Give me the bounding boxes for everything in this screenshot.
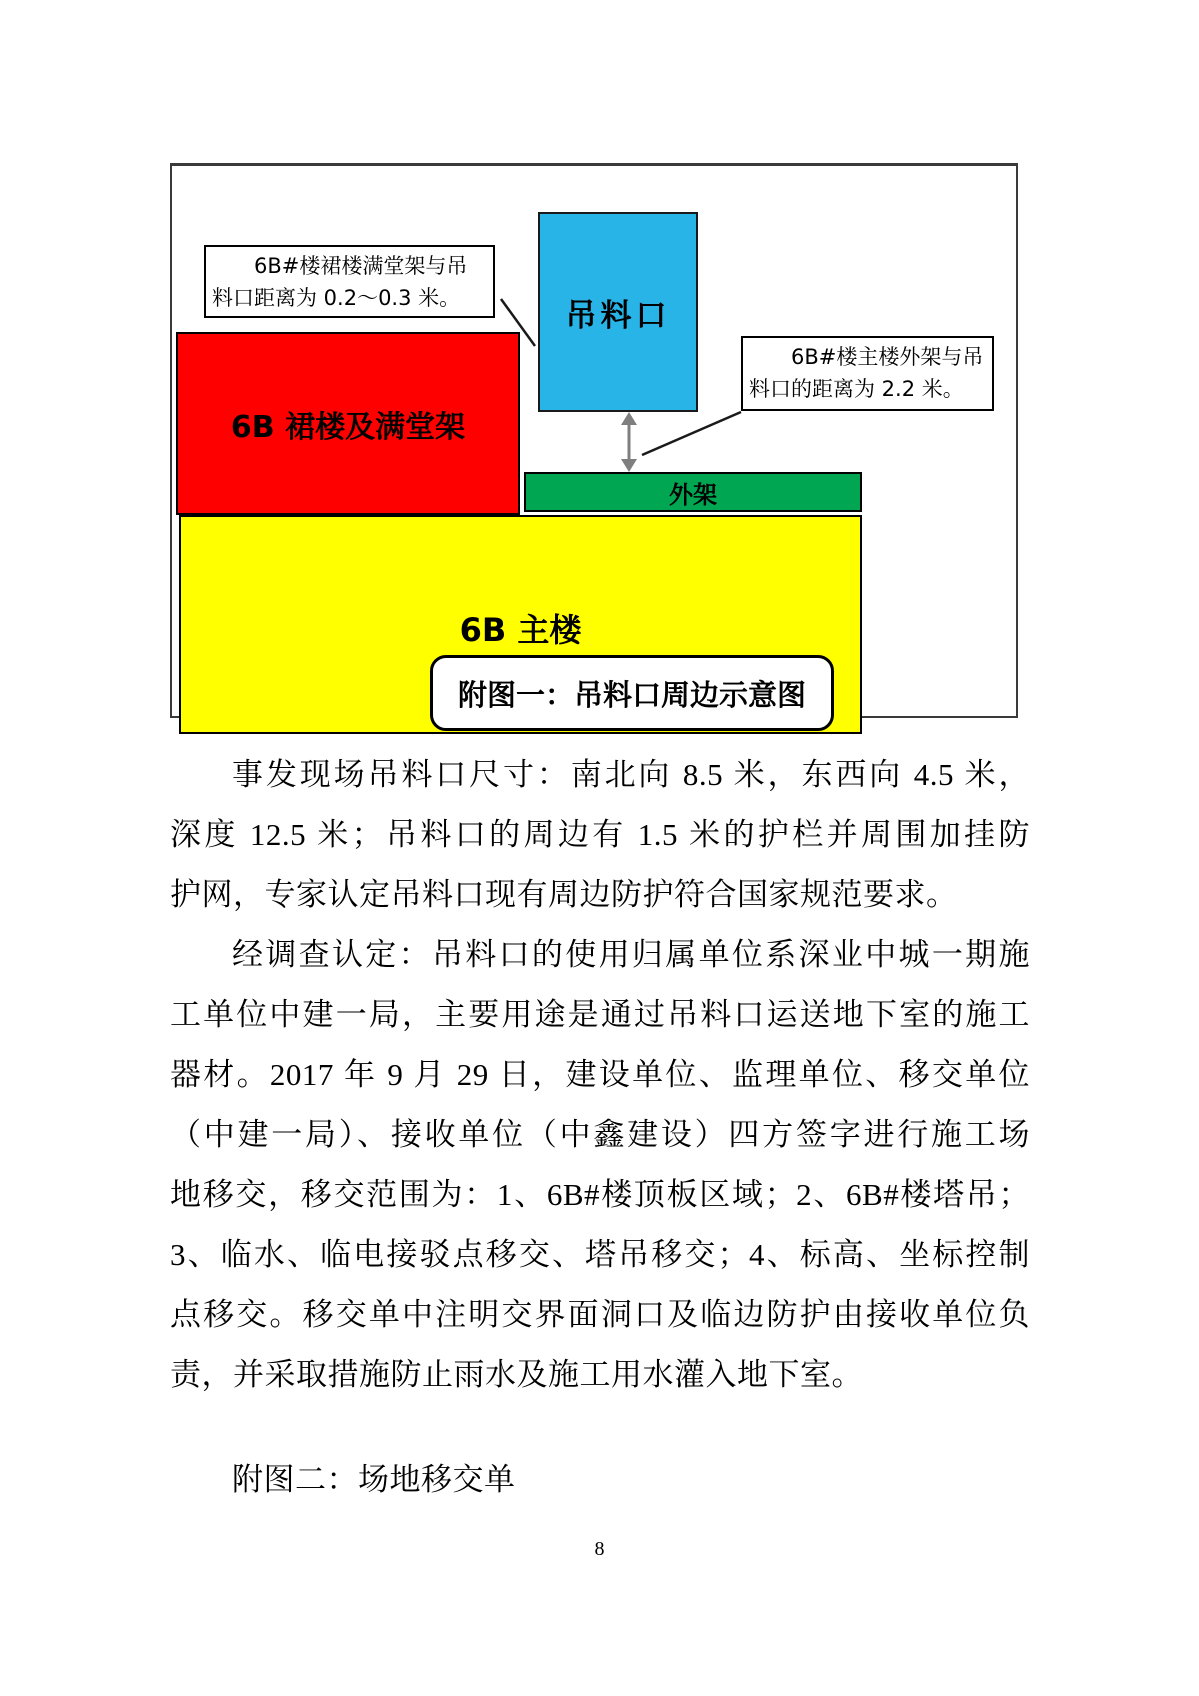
outer-scaffold-label: 外架	[669, 480, 717, 509]
body-text	[170, 745, 1030, 1510]
callout2-leader-line	[642, 412, 741, 455]
paragraph2-line: 工单位中建一局，主要用途是通过吊料口运送地下室的施工	[170, 997, 1030, 1032]
figure2-caption: 附图二：场地移交单	[232, 1462, 516, 1497]
callout-podium-distance: 6B#楼裙楼满堂架与吊料口距离为 0.2～0.3 米。	[204, 245, 495, 318]
paragraph1-line: 事发现场吊料口尺寸：南北向 8.5 米，东西向 4.5 米，	[232, 757, 1030, 792]
podium-scaffold-block	[176, 332, 520, 515]
gap-arrow-head-up-icon	[621, 412, 637, 425]
paragraph2-line: 地移交，移交范围为：1、6B#楼顶板区域；2、6B#楼塔吊；	[170, 1177, 1030, 1212]
outer-scaffold-block	[524, 472, 862, 512]
page-number: 8	[594, 1538, 605, 1560]
paragraph2-line: 点移交。移交单中注明交界面洞口及临边防护由接收单位负	[170, 1297, 1030, 1332]
paragraph1-line: 护网，专家认定吊料口现有周边防护符合国家规范要求。	[170, 877, 958, 912]
podium-scaffold-label: 6B 裙楼及满堂架	[230, 409, 466, 445]
figure1-caption: 附图一：吊料口周边示意图	[457, 677, 806, 712]
hoist-opening-block	[538, 212, 698, 412]
paragraph2-line: 责，并采取措施防止雨水及施工用水灌入地下室。	[170, 1357, 863, 1392]
paragraph2-line: 经调查认定：吊料口的使用归属单位系深业中城一期施	[232, 937, 1030, 972]
hoist-opening-label: 吊料口	[565, 297, 671, 334]
paragraph2-line: （中建一局）、接收单位（中鑫建设）四方签字进行施工场	[170, 1117, 1030, 1152]
paragraph2-line: 3、临水、临电接驳点移交、塔吊移交；4、标高、坐标控制	[170, 1237, 1030, 1272]
figure1-diagram	[170, 163, 1018, 718]
callout-scaffold-distance: 6B#楼主楼外架与吊料口的距离为 2.2 米。	[741, 336, 994, 411]
paragraph2-line: 器材。2017 年 9 月 29 日，建设单位、监理单位、移交单位	[170, 1057, 1030, 1092]
figure1-caption-box	[430, 655, 834, 731]
gap-arrow-head-down-icon	[621, 459, 637, 472]
paragraph1-line: 深度 12.5 米；吊料口的周边有 1.5 米的护栏并周围加挂防	[170, 817, 1030, 852]
main-building-label: 6B 主楼	[459, 611, 582, 649]
